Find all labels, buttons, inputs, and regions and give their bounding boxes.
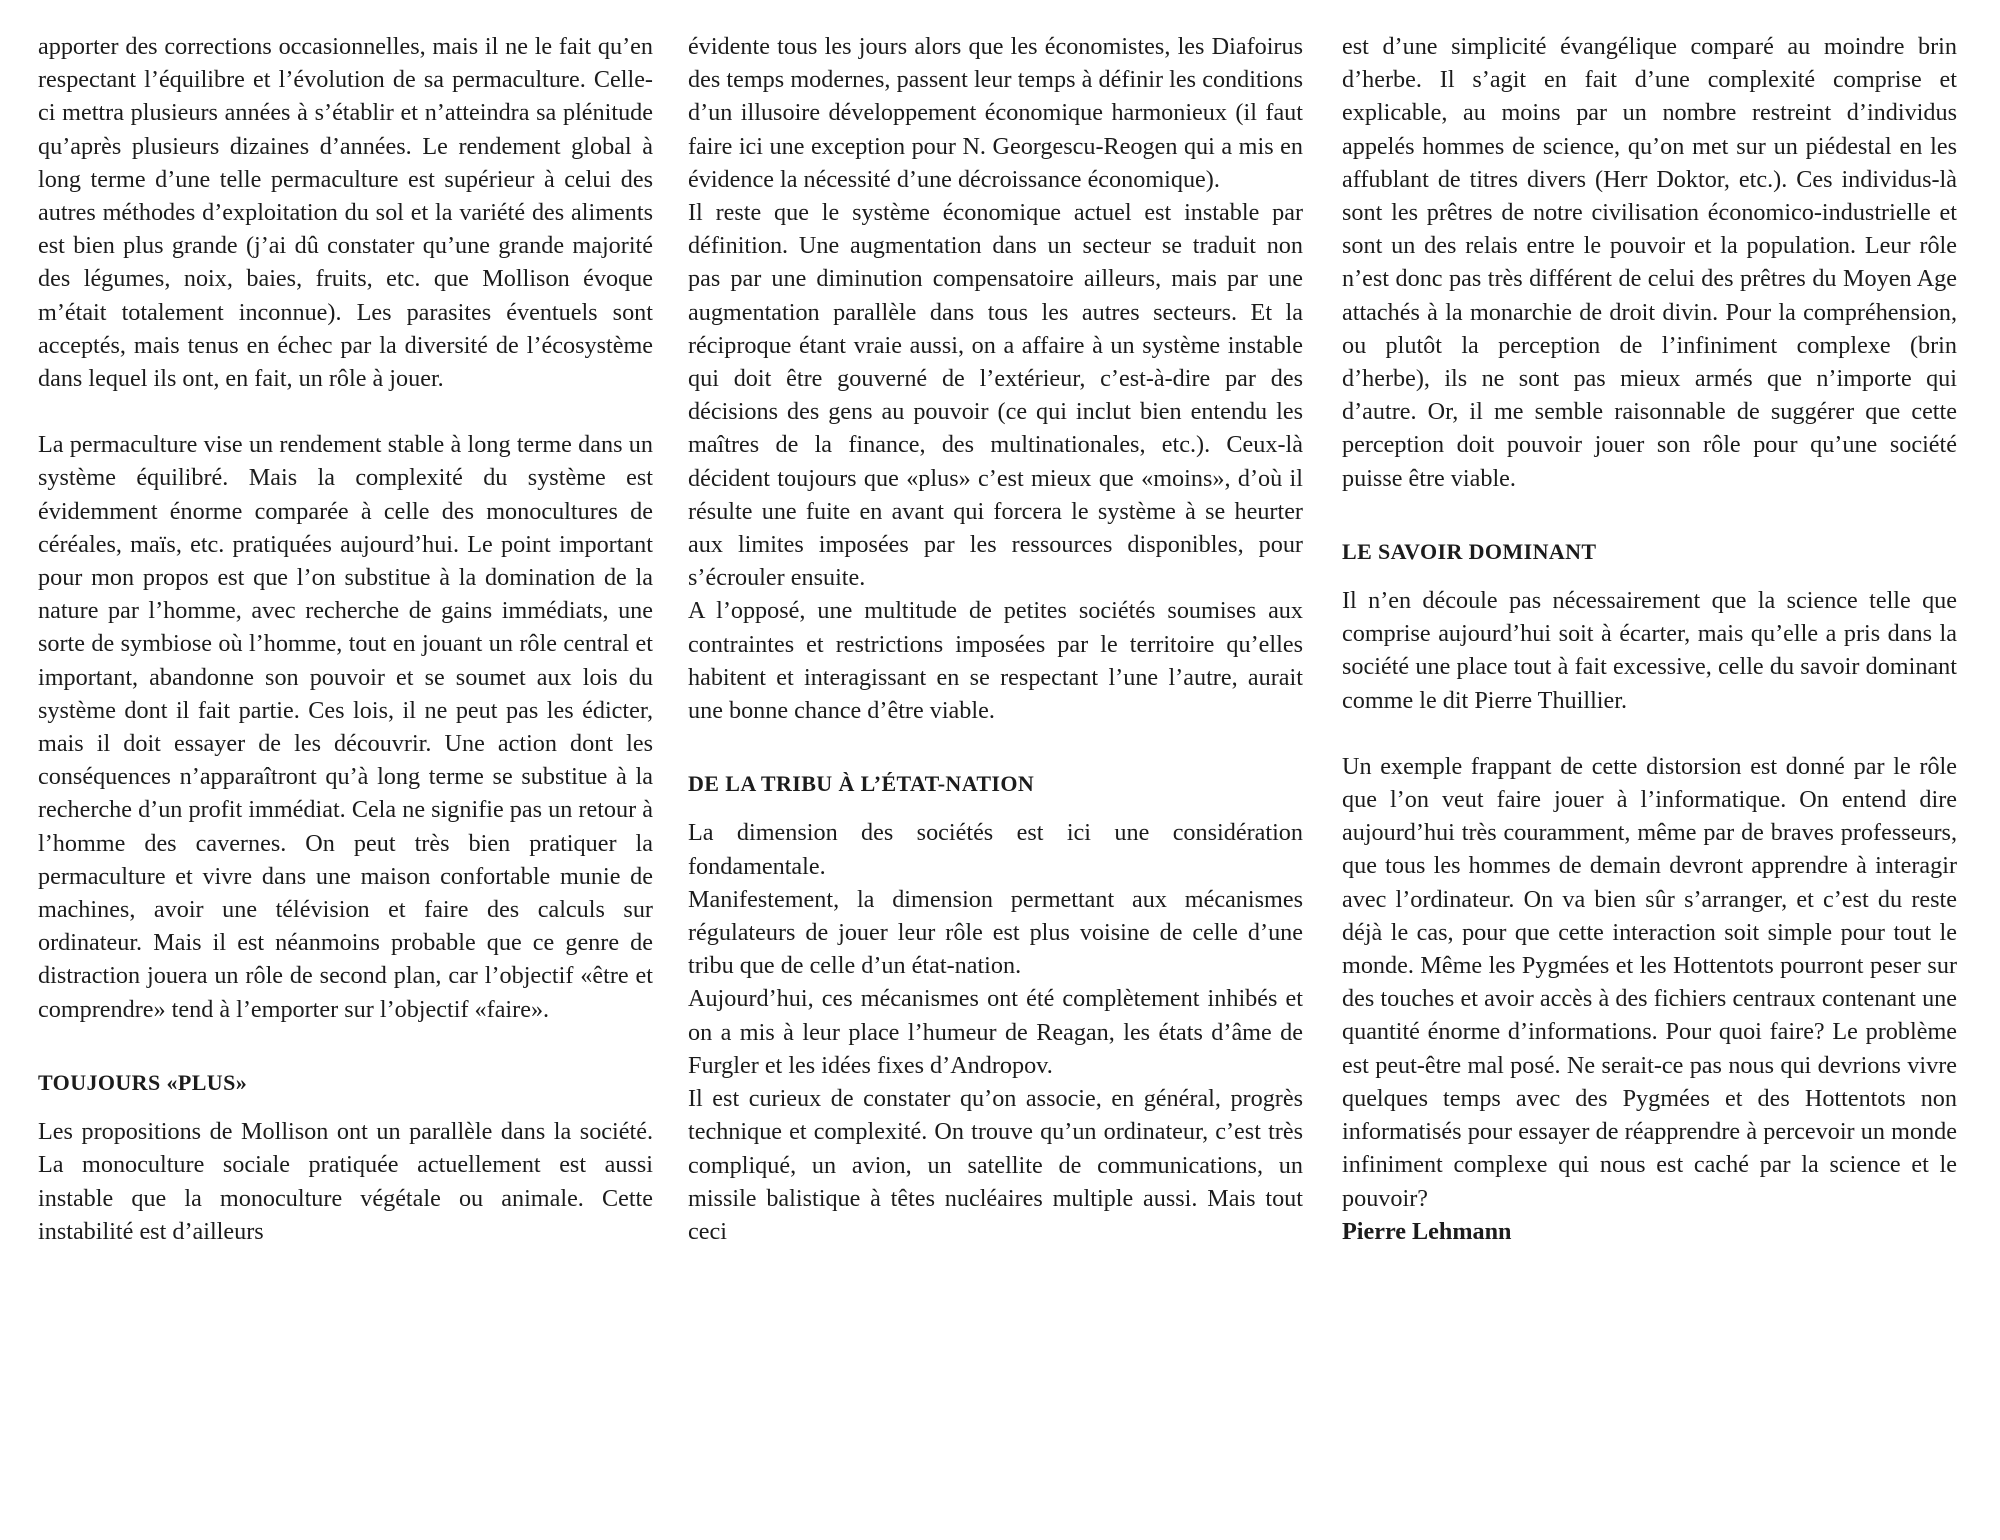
- paragraph: Il n’en découle pas nécessairement que la science telle que comprise aujourd’hui soit à écarter, mais qu’elle a pris dans la société une place tout à fait excessive, celle du savoir dominant comme le dit Pierre Thuillier.: [1342, 587, 1957, 714]
- paragraph: A l’opposé, une multitude de petites sociétés soumises aux contraintes et restrictions imposées par le territoire qu’elles habitent et interagissant en se respectant l’une l’autre, aurait une bonne chance d’être viable.: [688, 597, 1303, 725]
- paragraph: apporter des corrections occasionnelles, mais il ne le fait qu’en respectant l’équilibre et l’évolution de sa permaculture. Celle-ci mettra plusieurs années à s’établir et n’atteindra sa plénitude qu’après plusieurs dizaines d’années. Le rendement global à long terme d’une telle permaculture est supérieur à celui des autres méthodes d’exploitation du sol et la variété des aliments est bien plus grande (j’ai dû constater qu’une grande majorité des légumes, noix, baies, fruits, etc. que Mollison évoque m’était totalement inconnue). Les parasites éventuels sont acceptés, mais tenus en échec par la diversité de l’écosystème dans lequel ils ont, en fait, un rôle à jouer.: [38, 33, 653, 393]
- paragraph: Aujourd’hui, ces mécanismes ont été complètement inhibés et on a mis à leur place l’humeur de Reagan, les états d’âme de Furgler et les idées fixes d’Andropov.: [688, 985, 1303, 1079]
- paragraph: Il reste que le système économique actuel est instable par définition. Une augmentation dans un secteur se traduit non pas par une diminution compensatoire ailleurs, mais par une augmentation parallèle dans tous les autres secteurs. Et la réciproque étant vraie aussi, on a affaire à un système instable qui doit être gouverné de l’extérieur, c’est-à-dire par des décisions des gens au pouvoir (ce qui inclut bien entendu les maîtres de la finance, des multinationales, etc.). Ceux-là décident toujours que «plus» c’est mieux que «moins», d’où il résulte une fuite en avant qui forcera le système à se heurter aux limites imposées par les ressources disponibles, pour s’écrouler ensuite.: [688, 199, 1303, 592]
- paragraph: Un exemple frappant de cette distorsion est donné par le rôle que l’on veut faire jouer à l’informatique. On entend dire aujourd’hui très couramment, même par de braves professeurs, que tous les hommes de demain devront apprendre à interagir avec l’ordinateur. On va bien sûr s’arranger, et c’est du reste déjà le cas, pour que cette interaction soit simple pour tout le monde. Même les Pygmées et les Hottentots pourront peser sur des touches et avoir accès à des fichiers centraux contenant une quantité énorme d’informations. Pour quoi faire? Le problème est peut-être mal posé. Ne serait-ce pas nous qui devrions vivre quelques temps avec des Pygmées et des Hottentots non informatisés pour essayer de réapprendre à percevoir un monde infiniment complexe qui nous est caché par la science et le pouvoir?: [1342, 752, 1957, 1212]
- column-1: [38, 30, 653, 1248]
- paragraph: Les propositions de Mollison ont un parallèle dans la société. La monoculture sociale pratiquée actuellement est aussi instable que la monoculture végétale ou animale. Cette instabilité est d’ailleurs: [38, 1118, 653, 1245]
- column-2: [688, 30, 1303, 1248]
- paragraph: La dimension des sociétés est ici une considération fondamentale.: [688, 819, 1303, 880]
- author-signature: Pierre Lehmann: [1342, 1217, 1512, 1245]
- paragraph: Manifestement, la dimension permettant aux mécanismes régulateurs de jouer leur rôle est plus voisine de celle d’une tribu que de celle d’un état-nation.: [688, 885, 1303, 980]
- column-3: [1342, 30, 1957, 1248]
- paragraph: La permaculture vise un rendement stable à long terme dans un système équilibré. Mais la complexité du système est évidemment énorme comparée à celle des monocultures de céréales, maïs, etc. pratiquées aujourd’hui. Le point important pour mon propos est que l’on substitue à la domination de la nature par l’homme, avec recherche de gains immédiats, une sorte de symbiose où l’homme, tout en jouant un rôle central et important, abandonne son pouvoir et se soumet aux lois du système dont il fait partie. Ces lois, il ne peut pas les édicter, mais il doit essayer de les découvrir. Une action dont les conséquences n’apparaîtront qu’à long terme se substitue à la recherche d’un profit immédiat. Cela ne signifie pas un retour à l’homme des cavernes. On peut très bien pratiquer la permaculture et vivre dans une maison confortable munie de machines, avoir une télévision et faire des calculs sur ordinateur. Mais il est néanmoins probable que ce genre de distraction jouera un rôle de second plan, car l’objectif «être et comprendre» tend à l’emporter sur l’objectif «faire».: [38, 431, 653, 1023]
- paragraph: est d’une simplicité évangélique comparé au moindre brin d’herbe. Il s’agit en fait d’une complexité comprise et explicable, au moins par un nombre restreint d’individus appelés hommes de science, qu’on met sur un piédestal en les affublant de titres divers (Herr Doktor, etc.). Ces individus-là sont les prêtres de notre civilisation économico-industrielle et sont un des relais entre le pouvoir et la population. Leur rôle n’est donc pas très différent de celui des prêtres du Moyen Age attachés à la monarchie de droit divin. Pour la compréhension, ou plutôt la perception de l’infiniment complexe (brin d’herbe), ils ne sont pas mieux armés que n’importe qui d’autre. Or, il me semble raisonnable de suggérer que cette perception doit pouvoir jouer son rôle pour qu’une société puisse être viable.: [1342, 33, 1957, 492]
- section-heading: TOUJOURS «PLUS»: [38, 1069, 248, 1095]
- section-heading: DE LA TRIBU À L’ÉTAT-NATION: [688, 771, 1035, 797]
- section-heading: LE SAVOIR DOMINANT: [1342, 538, 1597, 564]
- paragraph: évidente tous les jours alors que les économistes, les Diafoirus des temps modernes, passent leur temps à définir les conditions d’un illusoire développement économique harmonieux (il faut faire ici une exception pour N. Georgescu-Reogen qui a mis en évidence la nécessité d’une décroissance économique).: [688, 33, 1303, 193]
- paragraph: Il est curieux de constater qu’on associe, en général, progrès technique et complexité. On trouve qu’un ordinateur, c’est très compliqué, un avion, un satellite de communications, un missile balistique à têtes nucléaires multiple aussi. Mais tout ceci: [688, 1085, 1303, 1245]
